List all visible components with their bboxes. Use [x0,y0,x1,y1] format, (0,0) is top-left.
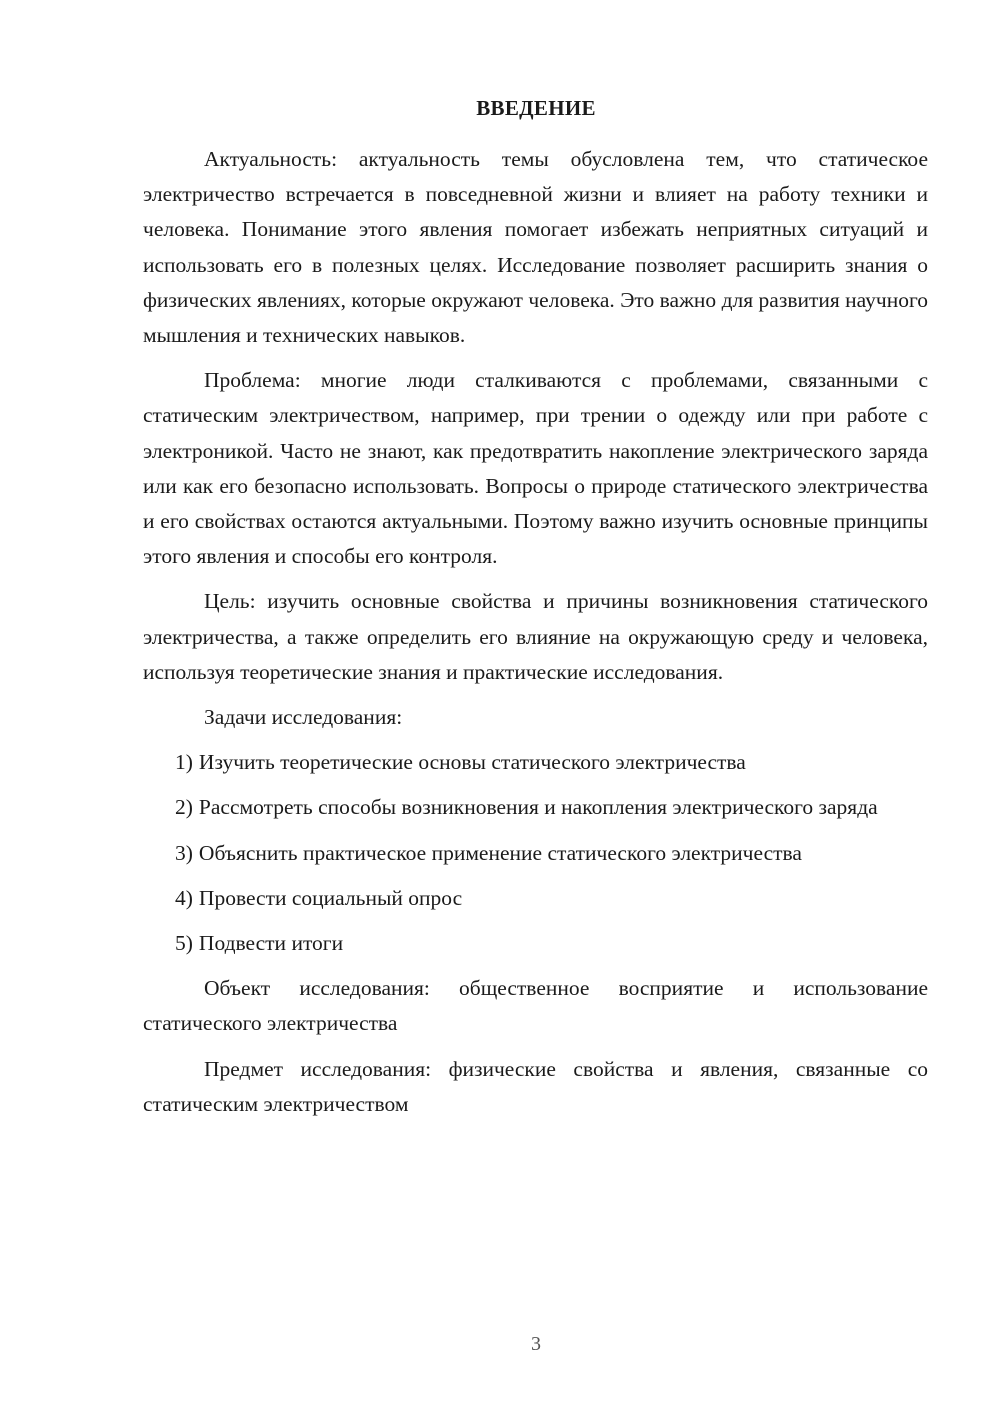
task-text: Объяснить практическое применение статического электричества [198,840,802,865]
paragraph-goal: Цель: изучить основные свойства и причины возникновения статического электричества, а также определить его влияние на окружающую среду и человека, используя теоретические знания и практические исследования. [143,589,928,684]
paragraph-object: Объект исследования: общественное восприятие и использование статического электричества [143,976,928,1036]
task-text: Рассмотреть способы возникновения и накопления электрического заряда [198,795,878,820]
task-item [143,926,928,961]
document-body [143,142,928,1132]
task-item [143,836,928,871]
task-number: 1) [175,750,193,775]
section-title: ВВЕДЕНИЕ [476,96,596,120]
task-item [143,881,928,916]
task-text: Подвести итоги [198,931,344,956]
task-number: 3) [175,840,193,865]
task-number: 4) [175,885,193,910]
tasks-heading: Задачи исследования: [204,705,403,730]
paragraph-problem: Проблема: многие люди сталкиваются с проблемами, связанными с статическим электричеством, например, при трении о одежду или при работе с электроникой. Часто не знают, как предотвратить накопление электрического заряда или как его безопасно использовать. Вопросы о природе статического электричества и его свойствах остаются актуальными. Поэтому важно изучить основные принципы этого явления и способы его контроля. [143,368,928,569]
task-number: 5) [175,931,193,956]
task-number: 2) [175,795,193,820]
task-item [143,790,928,825]
paragraph-subject: Предмет исследования: физические свойства и явления, связанные со статическим электричеством [143,1056,928,1116]
paragraph-relevance: Актуальность: актуальность темы обусловлена тем, что статическое электричество встречается в повседневной жизни и влияет на работу техники и человека. Понимание этого явления помогает избежать неприятных ситуаций и использовать его в полезных целях. Исследование позволяет расширить знания о физических явлениях, которые окружают человека. Это важно для развития научного мышления и технических навыков. [143,147,928,348]
page-number: 3 [531,1333,541,1355]
task-text: Изучить теоретические основы статического электричества [198,750,746,775]
task-text: Провести социальный опрос [198,885,463,910]
task-item [143,745,928,780]
